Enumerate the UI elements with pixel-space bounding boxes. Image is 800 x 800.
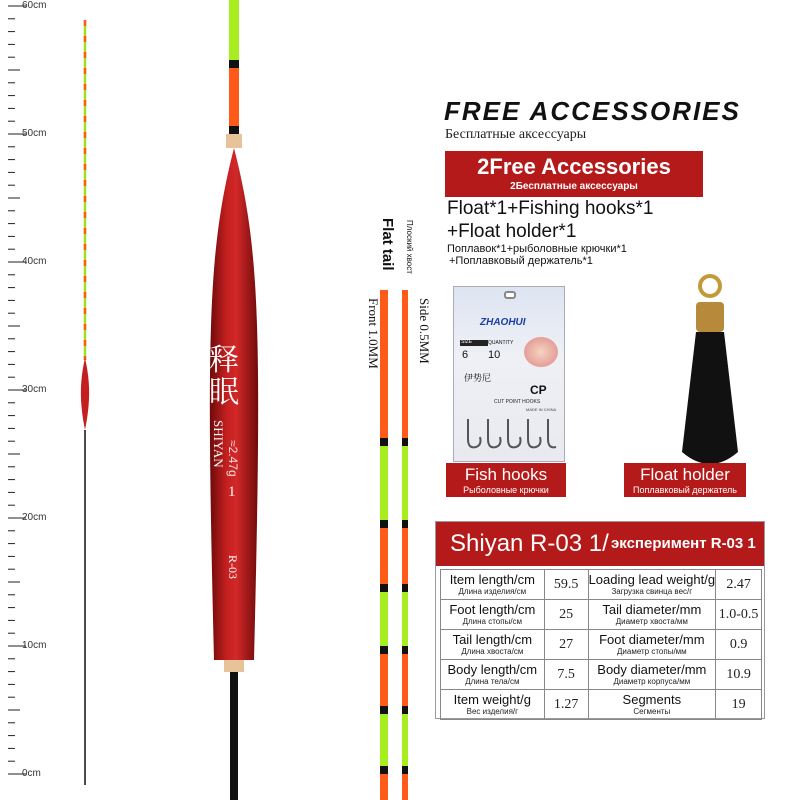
- spec-name-en: Tail length/cm: [452, 632, 533, 647]
- spec-value-cell: 27: [544, 630, 588, 660]
- banner-subtitle-ru: 2Бесплатные аксессуары: [510, 181, 638, 192]
- ruler-label-50: 50cm: [22, 128, 47, 139]
- spec-row: [441, 570, 762, 600]
- tail-segment: [402, 290, 408, 438]
- spec-value-cell: 1.27: [544, 690, 588, 720]
- spec-name-cell: [441, 660, 545, 690]
- spec-name-en: Body length/cm: [447, 662, 538, 677]
- tail-segment: [380, 528, 388, 584]
- spec-name-cell: [588, 570, 716, 600]
- tail-segment: [402, 646, 408, 654]
- banner-title: 2Free Accessories: [477, 154, 671, 179]
- spec-value-cell: 7.5: [544, 660, 588, 690]
- float-holder-image: [660, 272, 740, 472]
- centimeter-ruler: [0, 0, 60, 800]
- tail-segment: [402, 654, 408, 706]
- spec-name-cell: [588, 600, 716, 630]
- float-holder-label-text: Float holder: [640, 465, 730, 484]
- tail-segment: [402, 446, 408, 520]
- tail-segment: [380, 520, 388, 528]
- spec-name-en: Body diameter/mm: [597, 662, 707, 677]
- accessories-list-line2: +Float holder*1: [447, 221, 577, 242]
- accessories-list-line4-ru: +Поплавковый держатель*1: [449, 255, 593, 267]
- spec-name-cell: [441, 690, 545, 720]
- spec-row: [441, 600, 762, 630]
- tail-segment: [380, 592, 388, 646]
- spec-name-ru: Диаметр стопы/мм: [616, 647, 687, 656]
- tail-segment: [380, 584, 388, 592]
- tail-segment: [402, 528, 408, 584]
- tail-segment: [402, 592, 408, 646]
- tail-segment: [380, 438, 388, 446]
- spec-name-cell: [588, 630, 716, 660]
- ruler-label-10: 10cm: [22, 640, 47, 651]
- spec-title: Shiyan R-03 1/: [450, 530, 609, 557]
- tail-segment: [402, 714, 408, 766]
- spec-name-en: Tail diameter/mm: [602, 602, 702, 617]
- fish-hooks-label-text: Fish hooks: [464, 465, 548, 484]
- fish-hooks-label-ru: Рыболовные крючки: [463, 485, 549, 495]
- tail-segment: [402, 584, 408, 592]
- accessories-list-line3-ru: Поплавок*1+рыболовные крючки*1: [447, 243, 627, 255]
- spec-name-ru: Диаметр корпуса/мм: [613, 677, 691, 686]
- spec-name-ru: Длина изделия/см: [458, 587, 527, 596]
- spec-name-ru: Вес изделия/г: [466, 707, 519, 716]
- spec-value-cell: 19: [716, 690, 762, 720]
- brand-chinese-text: 释眠: [209, 343, 239, 410]
- hooks-brand: ZHAOHUI: [480, 317, 526, 328]
- spec-row: [441, 690, 762, 720]
- spec-name-cell: [588, 660, 716, 690]
- float-weight-text: ≈2.47g: [226, 440, 240, 477]
- spec-name-ru: Длина тела/см: [465, 677, 520, 686]
- float-code-text: R-03: [226, 555, 240, 579]
- hooks-badge: CP: [530, 383, 547, 397]
- spec-name-cell: [441, 600, 545, 630]
- tail-segment: [380, 654, 388, 706]
- spec-table: [435, 521, 765, 719]
- tail-segment: [402, 520, 408, 528]
- hooks-made-in: MADE IN CHINA: [526, 407, 557, 412]
- hooks-name-cn: 伊势尼: [464, 373, 492, 383]
- float-model-name: SHIYAN: [211, 420, 226, 468]
- ruler-label-60: 60cm: [22, 0, 47, 11]
- spec-value-cell: 59.5: [544, 570, 588, 600]
- small-float-image: [70, 0, 100, 800]
- hooks-size: 6: [462, 349, 469, 361]
- tail-segment: [380, 290, 388, 438]
- spec-name-en: Item length/cm: [449, 572, 535, 587]
- spec-title-ru: эксперимент R-03 1: [611, 535, 756, 552]
- hooks-qty: 10: [488, 349, 501, 361]
- flat-tail-label: Flat tail: [379, 218, 396, 271]
- ruler-label-30: 30cm: [22, 384, 47, 395]
- spec-name-ru: Длина стопы/см: [462, 617, 523, 626]
- spec-name-en: Foot length/cm: [449, 602, 536, 617]
- spec-name-cell: [441, 630, 545, 660]
- spec-value-cell: 1.0-0.5: [716, 600, 762, 630]
- float-segment-number: 1: [228, 484, 236, 500]
- spec-value-cell: 2.47: [716, 570, 762, 600]
- free-accessories-banner: [445, 151, 703, 197]
- free-accessories-subtitle-ru: Бесплатные аксессуары: [445, 127, 587, 142]
- ruler-label-0: 0cm: [22, 768, 41, 779]
- hang-hole: [504, 291, 516, 299]
- tail-segment: [402, 706, 408, 714]
- hooks-qty-label: QUANTITY: [488, 340, 514, 346]
- spec-name-ru: Диаметр хвоста/мм: [615, 617, 688, 626]
- spec-value-cell: 25: [544, 600, 588, 630]
- tail-segment: [380, 446, 388, 520]
- front-dimension-label: Front 1.0MM: [366, 298, 381, 369]
- hooks-tag: CUT POINT HOOKS: [494, 399, 541, 405]
- tail-segment: [402, 438, 408, 446]
- tail-segment: [380, 706, 388, 714]
- spec-value-cell: 10.9: [716, 660, 762, 690]
- tail-segment: [402, 766, 408, 774]
- spec-grid: [440, 569, 762, 720]
- tail-segment: [380, 766, 388, 774]
- float-holder-label-ru: Поплавковый держатель: [633, 485, 737, 495]
- fish-hooks-label: [446, 463, 566, 497]
- free-accessories-title: FREE ACCESSORIES: [444, 96, 741, 126]
- accessories-list-line1: Float*1+Fishing hooks*1: [447, 198, 654, 219]
- spec-table-header: [436, 522, 764, 566]
- spec-name-cell: [588, 690, 716, 720]
- spec-value-cell: 0.9: [716, 630, 762, 660]
- hooks-size-label: SIZE: [461, 339, 473, 345]
- spec-name-ru: Сегменты: [633, 707, 671, 716]
- spec-name-en: Loading lead weight/g: [588, 572, 716, 587]
- spec-name-ru: Загрузка свинца вес/г: [611, 587, 693, 596]
- side-dimension-label: Side 0.5MM: [417, 298, 432, 364]
- tail-segment: [380, 774, 388, 800]
- ruler-label-20: 20cm: [22, 512, 47, 523]
- fish-hooks-package-image: [453, 286, 565, 462]
- spec-name-en: Segments: [622, 692, 682, 707]
- spec-name-cell: [441, 570, 545, 600]
- tail-segment: [402, 774, 408, 800]
- mascot-image: [524, 337, 558, 367]
- flat-tail-label-ru: Плоский хвост: [405, 220, 414, 274]
- tail-segment: [380, 646, 388, 654]
- spec-name-en: Foot diameter/mm: [599, 632, 705, 647]
- ruler-label-40: 40cm: [22, 256, 47, 267]
- tail-segment: [380, 714, 388, 766]
- spec-name-ru: Длина хвоста/см: [461, 647, 524, 656]
- spec-row: [441, 630, 762, 660]
- hooks-image: [460, 415, 560, 455]
- spec-row: [441, 660, 762, 690]
- spec-name-en: Item weight/g: [453, 692, 531, 707]
- float-holder-label: [624, 463, 746, 497]
